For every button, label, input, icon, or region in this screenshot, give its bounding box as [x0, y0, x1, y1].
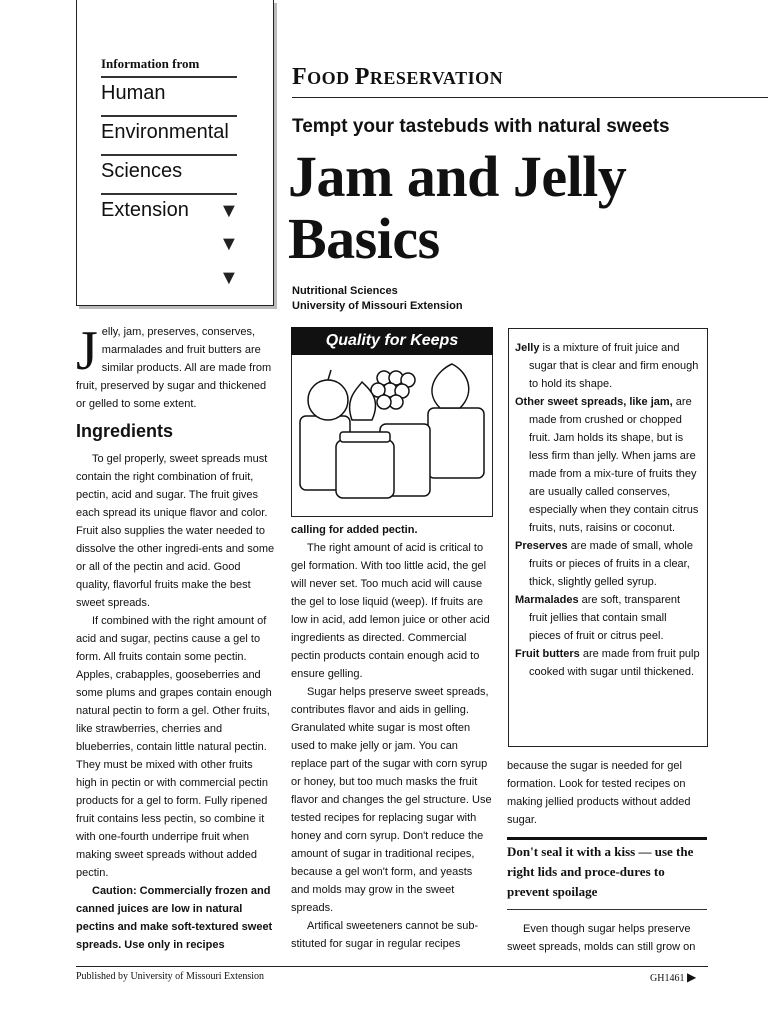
- triangle-right-icon: ▶: [686, 970, 697, 984]
- page-title: Jam and Jelly Basics: [288, 144, 627, 271]
- definition-item: Fruit butters are made from fruit pulp cooked with sugar until thickened.: [515, 648, 700, 678]
- quality-box-title: Quality for Keeps: [291, 327, 493, 355]
- definition-item: Other sweet spreads, like jam, are made from crushed or chopped fruit. Jam holds its shape, but is less firm than jelly. When jams are made from a mix-ture of fruits they are usually called conserves, especially when they contain citrus fruits, nuts, raisins or coconut.: [515, 396, 699, 534]
- triangle-down-icon: ▼: [219, 200, 239, 222]
- footer-rule: [76, 966, 708, 967]
- series-rule: [292, 97, 768, 98]
- header-word-sciences: Sciences: [101, 154, 237, 183]
- ingredients-heading: Ingredients: [76, 421, 174, 441]
- header-word-environmental: Environmental: [101, 115, 237, 144]
- spoilage-rule-top: [507, 837, 707, 840]
- drop-cap: J: [76, 320, 98, 382]
- definition-item: Jelly is a mixture of fruit juice and sugar that is clear and firm enough to hold its shape.: [515, 342, 699, 390]
- column-1: Jelly, jam, preserves, conserves, marmalades and fruit butters are similar products. All are made from fruit, preserved by sugar and thickened or gelled to some extent. Ingredients To gel properly, sweet spreads must contain the right combination of fruit, pectin, acid and sugar. The fruit gives each spread its unique flavor and color. Fruit also supplies the water needed to dissolve the other ingredi-ents and some or all of the pectin and acid. Good quality, flavorful fruits make the best sweet spreads. If combined with the right amount of acid and sugar, pectins cause a gel to form. All fruits contain some pectin. Apples, crabapples, gooseberries and some plums and grapes contain enough natural pectin to form a gel. Other fruits, like strawberries, cherries and blueberries, contain little natural pectin. They must be mixed with other fruits high in pectin or with commercial pectin products for a gel to form. Fully ripened fruit contains less pectin, so combine it with one-fourth underripe fruit when making sweet spreads without added pectin. Caution: Commercially frozen and canned juices are low in natural pectins and make soft-textured sweet spreads. Use only in recipes: [76, 320, 275, 951]
- quality-box: [291, 327, 493, 517]
- column-3-paragraph: Even though sugar helps preserve sweet spreads, molds can still grow on: [507, 923, 696, 953]
- column-3-continuation: because the sugar is needed for gel formation. Look for tested recipes on making jellied products without added sugar.: [507, 760, 691, 826]
- subtitle: Tempt your tastebuds with natural sweets: [292, 116, 670, 137]
- header-box: [76, 0, 274, 306]
- header-word-human: Human: [101, 76, 237, 105]
- definition-item: Marmalades are soft, transparent fruit jellies that contain small pieces of fruit or citrus peel.: [515, 594, 681, 642]
- document-id: GH1461 ▶: [650, 970, 697, 984]
- header-word-extension: Extension: [101, 193, 237, 222]
- definition-item: Preserves are made of small, whole fruits or pieces of fruits in a clear, thick, slightly gelled syrup.: [515, 540, 693, 588]
- jars-fruit-illustration: [292, 328, 492, 516]
- spoilage-rule-bottom: [507, 909, 707, 910]
- triangle-down-icon: ▼: [219, 267, 239, 289]
- column-2: calling for added pectin. The right amount of acid is critical to gel formation. With too little acid, the gel will never set. Too much acid will cause the gel to lose liquid (weep). If fruits are low in acid, add lemon juice or other acid ingredients as directed. Commercial pectin products contain enough acid to ensure gelling. Sugar helps preserve sweet spreads, contributes flavor and aids in gelling. Granulated white sugar is most often used to make jelly or jam. You can replace part of the sugar with corn syrup or honey, but too much masks the fruit flavor and changes the gel structure. Use tested recipes for replacing sugar with honey and corn syrup. Don't reduce the amount of sugar in traditional recipes, because a gel won't form, and yeasts and molds may grow in the sweet spreads. Artifical sweeteners cannot be sub-stituted for sugar in regular recipes: [291, 524, 492, 950]
- series-title: FOOD PRESERVATION: [292, 64, 504, 90]
- info-label: Information from: [101, 56, 200, 71]
- spoilage-heading: Don't seal it with a kiss — use the right lids and proce-dures to prevent spoilage: [507, 844, 694, 899]
- author-block: Nutritional Sciences University of Missouri Extension: [292, 285, 463, 312]
- footer-publisher: Published by University of Missouri Extension: [76, 971, 265, 982]
- definitions-box: [508, 328, 708, 747]
- triangle-down-icon: ▼: [219, 233, 239, 255]
